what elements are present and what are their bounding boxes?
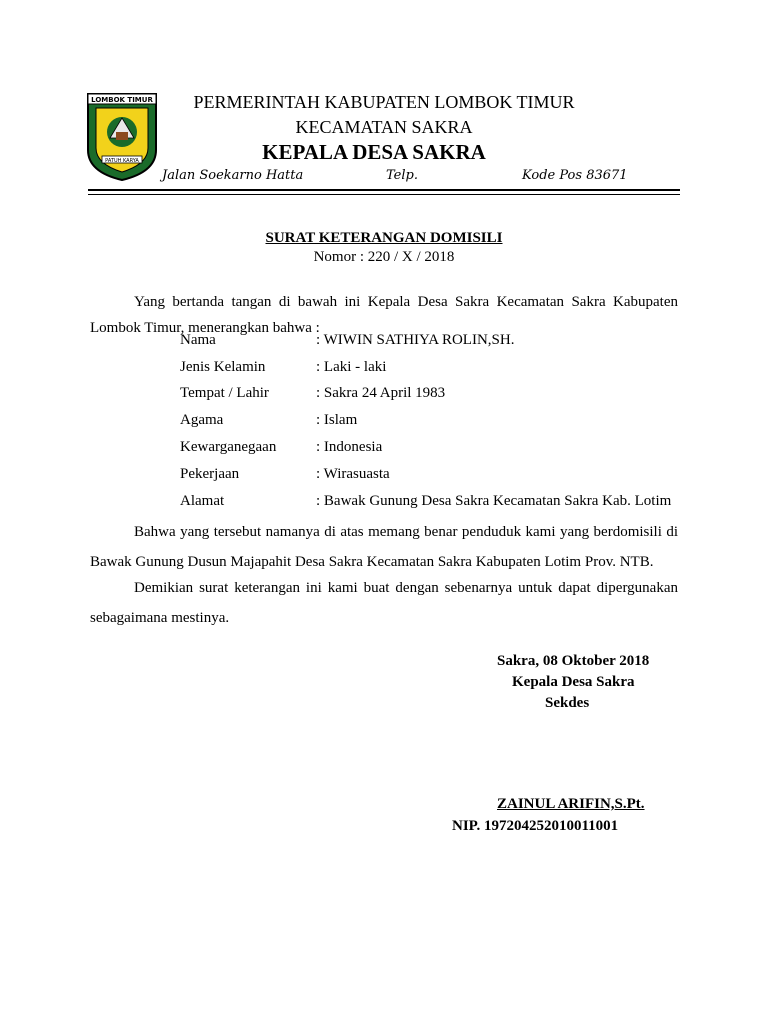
letter-title: SURAT KETERANGAN DOMISILI xyxy=(265,230,503,246)
letter-number: Nomor : 220 / X / 2018 xyxy=(313,249,455,265)
field-value: : Bawak Gunung Desa Sakra Kecamatan Sakra Kab. Lotim xyxy=(316,493,672,509)
logo-top-text: LOMBOK TIMUR xyxy=(91,96,153,104)
field-value: : Islam xyxy=(316,412,358,428)
signatory-nip: NIP. 197204252010011001 xyxy=(452,818,619,834)
field-label: Pekerjaan xyxy=(180,466,240,482)
letterhead-address: Jalan Soekarno Hatta xyxy=(162,168,304,183)
field-label: Jenis Kelamin xyxy=(180,359,266,375)
field-row-gender xyxy=(180,359,386,376)
field-value: : Wirasuasta xyxy=(316,466,390,482)
signature-position: Kepala Desa Sakra xyxy=(512,674,635,690)
logo-banner-text: PATUH KARYA xyxy=(105,158,139,164)
field-label: Alamat xyxy=(180,493,225,509)
letterhead-divider-thick xyxy=(88,189,680,191)
letterhead-district: KECAMATAN SAKRA xyxy=(295,117,473,137)
signatory-name: ZAINUL ARIFIN,S.Pt. xyxy=(497,796,645,812)
letterhead-government: PERMERINTAH KABUPATEN LOMBOK TIMUR xyxy=(193,92,575,112)
field-label: Kewarganegaan xyxy=(180,439,277,455)
field-row-religion xyxy=(180,412,357,429)
field-label: Agama xyxy=(180,412,224,428)
field-label: Tempat / Lahir xyxy=(180,385,269,401)
field-value: : Laki - laki xyxy=(316,359,387,375)
letterhead-divider-thin xyxy=(88,194,680,195)
field-row-address xyxy=(180,493,671,510)
field-row-occupation xyxy=(180,466,390,483)
field-row-citizenship xyxy=(180,439,382,456)
field-value: : Indonesia xyxy=(316,439,383,455)
letterhead-village-head: KEPALA DESA SAKRA xyxy=(262,140,486,164)
field-row-birth xyxy=(180,385,445,402)
field-label: Nama xyxy=(180,332,216,348)
field-value: : Sakra 24 April 1983 xyxy=(316,385,446,401)
field-row-name xyxy=(180,332,514,349)
intro-paragraph: Yang bertanda tangan di bawah ini Kepala Desa Sakra Kecamatan Sakra Kabupaten Lombok Timur, menerangkan bahwa : xyxy=(90,294,678,336)
body-paragraph-closing: Demikian surat keterangan ini kami buat dengan sebenarnya untuk dapat dipergunakan sebagaimana mestinya. xyxy=(90,580,678,626)
letterhead-phone: Telp. xyxy=(386,168,418,183)
body-paragraph-domicile: Bahwa yang tersebut namanya di atas memang benar penduduk kami yang berdomisili di Bawak Gunung Dusun Majapahit Desa Sakra Kecamatan Sakra Kabupaten Lotim Prov. NTB. xyxy=(90,524,678,570)
field-value: : WIWIN SATHIYA ROLIN,SH. xyxy=(316,332,515,348)
signature-place-date: Sakra, 08 Oktober 2018 xyxy=(497,653,650,669)
letterhead-postcode: Kode Pos 83671 xyxy=(522,168,628,183)
signature-role: Sekdes xyxy=(545,695,590,711)
